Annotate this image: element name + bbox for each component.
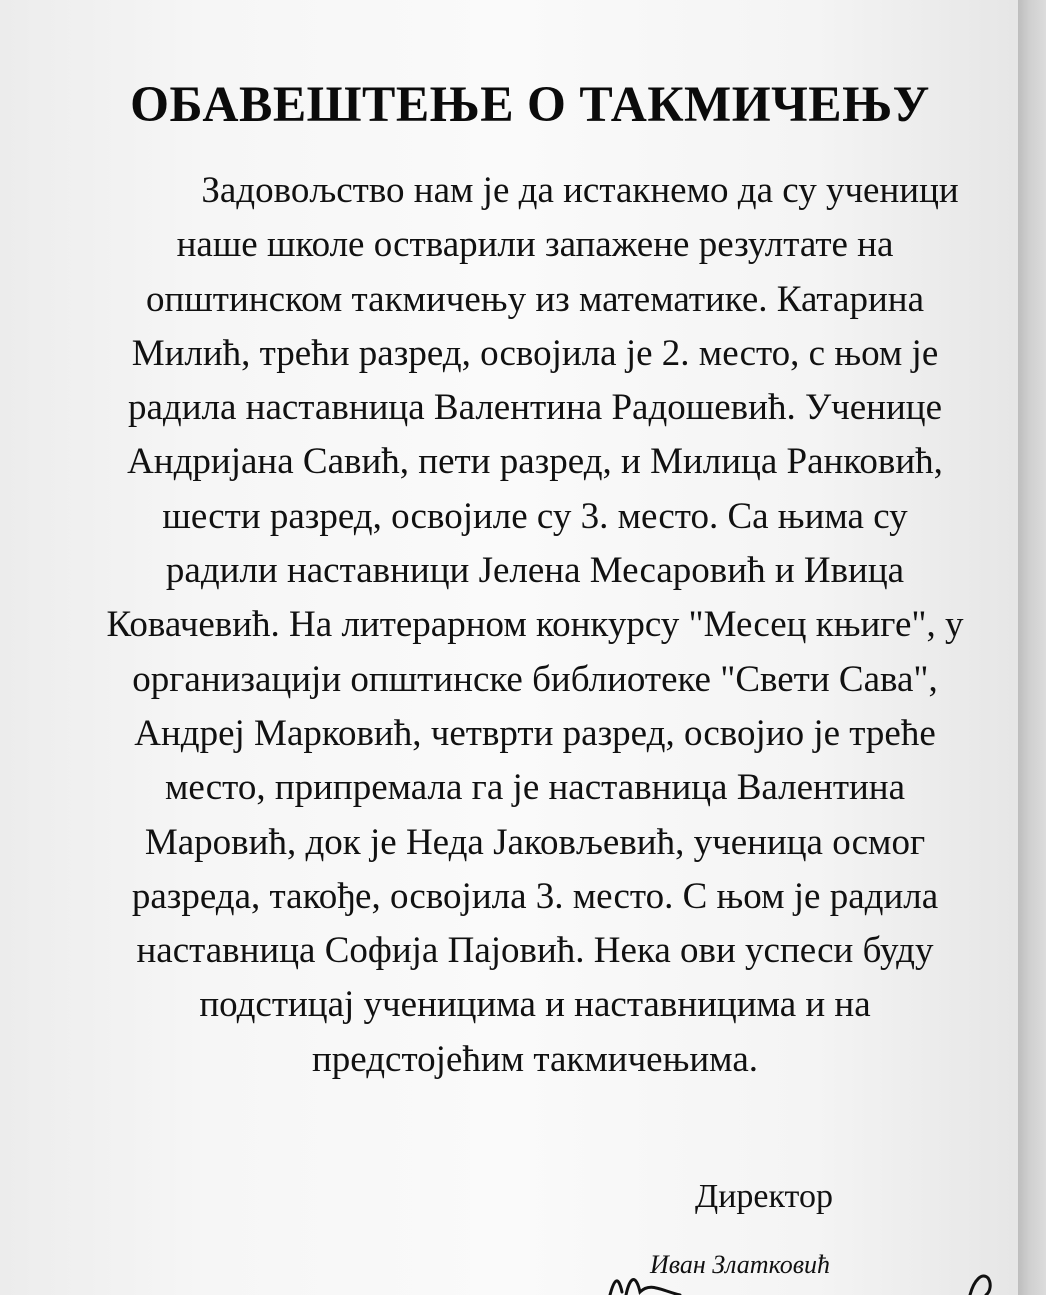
signatory-role: Директор [695,1178,833,1215]
body-line: наставница Софија Пајовић. Нека ови успеси буду [136,930,934,972]
notice-body [60,164,1010,1087]
body-line: организацији општинске библиотеке "Свети Сава", [132,658,938,700]
body-line: радили наставници Јелена Месаровић и Ивица [165,550,905,592]
body-line: Милић, трећи разред, освојила је 2. место, с њом је [131,332,939,374]
handwritten-signature [590,1262,1010,1295]
body-line: наше школе остварили запажене резултате на [176,224,894,266]
background-surface [1018,0,1046,1295]
body-line: Задовољство нам је да истакнемо да су ученици [201,170,959,211]
signatory-name: Иван Златковић [650,1250,831,1279]
body-line: Андреј Марковић, четврти разред, освојио је треће [134,712,936,754]
document-title: ОБАВЕШТЕЊЕ О ТАКМИЧЕЊУ [130,77,930,133]
body-line: место, припремала га је наставница Валентина [164,767,906,809]
body-line: разреда, такође, освојила 3. место. С њом је радила [131,875,939,917]
body-line: радила наставница Валентина Радошевић. Ученице [127,387,943,429]
body-line: подстицај ученицима и наставницима и на [199,984,871,1026]
body-line: шести разред, освојиле су 3. место. Са њима су [162,495,908,537]
body-line: предстојећим такмичењима. [312,1038,758,1080]
body-line: Андријана Савић, пети разред, и Милица Ранковић, [127,441,943,483]
body-line: Ковачевић. На литерарном конкурсу "Месец књиге", у [106,604,964,646]
body-line: општинском такмичењу из математике. Катарина [146,278,924,320]
body-line: Маровић, док је Неда Јаковљевић, ученица осмог [144,821,926,863]
